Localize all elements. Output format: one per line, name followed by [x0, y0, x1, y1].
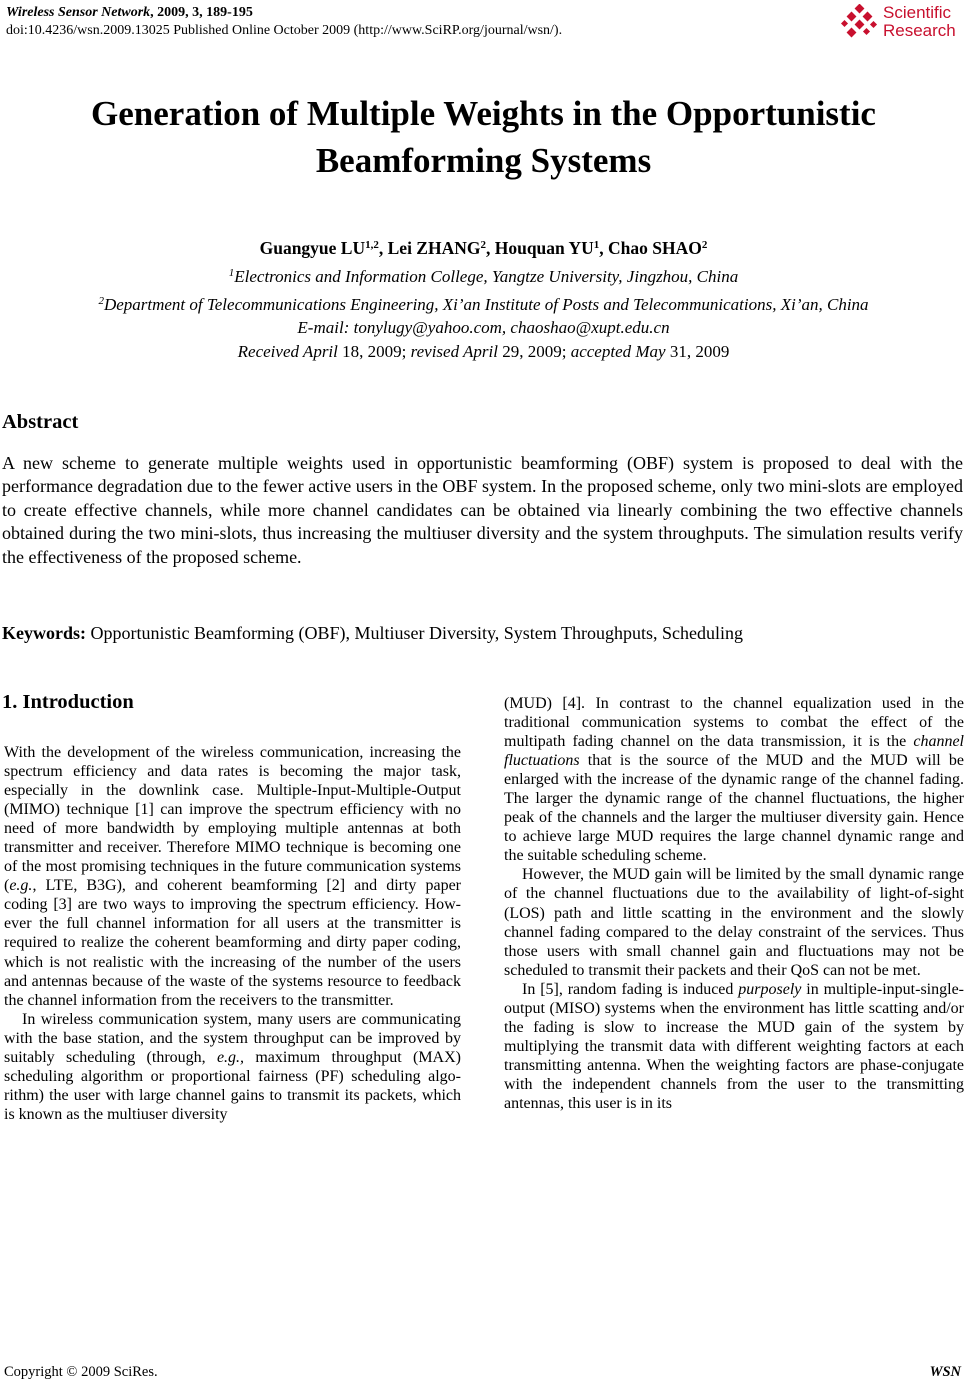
author-4-sup: 2	[701, 239, 708, 251]
footer-journal-abbr: WSN	[929, 1364, 961, 1380]
intro-paragraph-4: However, the MUD gain will be limited by the small dynamic range of the channel fluctuations due to the availability of light-of-sight (LOS) path and little scatting in the environment and the slowly channel fading compared to the delay constraint of the services. Thus those users with small channel gain and fluctuations may not be scheduled to transmit their packets and their QoS can not be met.	[504, 866, 964, 979]
author-2-sup: 2	[480, 239, 486, 251]
author-1-sup: 1,2	[365, 239, 379, 251]
keywords	[2, 622, 963, 645]
intro-p2-rest: maximum throughput (MAX) scheduling algorithm or proportional fairness (PF) scheduling algorithm) the user with large channel gains to transmit its packets, which is known as the multiuser diversity	[4, 1048, 461, 1123]
intro-p1-text: With the development of the wireless communication, increasing the spectrum efficiency and data rates is becoming the major task, especially in the downlink case. Multiple-Input-Multiple-Output (MIMO) technique [1] can improve the spectrum efficiency with no need of more bandwidth by employing multiple antennas at both transmitter and receiver. Therefore MIMO technique is becoming one of the most promising techniques in the future communication systems (	[4, 744, 461, 895]
intro-p3-em: channel fluctuations	[504, 733, 964, 770]
title-line-1: Generation of Multiple Weights in the Opportunistic	[91, 94, 876, 133]
intro-paragraph-1	[4, 743, 461, 1010]
author-1: Guangyue LU	[259, 238, 366, 258]
affiliation-2-sup: 2	[98, 295, 104, 307]
intro-p5-em: purposely	[738, 980, 802, 998]
intro-p2-text: In wireless communication system, many users are communicating with the base station, and the system throughput can be improved by suitably scheduling (through,	[4, 1010, 461, 1066]
introduction-heading: 1. Introduction	[2, 691, 134, 713]
intro-paragraph-5	[504, 980, 964, 1113]
right-column	[504, 694, 964, 1113]
logo-text-line1: Scientific	[883, 3, 952, 22]
author-2: , Lei ZHANG	[378, 238, 481, 258]
affiliation-1-text: Electronics and Information College, Yangtze University, Jingzhou, China	[234, 267, 739, 286]
affiliation-2	[0, 294, 967, 316]
intro-p3-text: (MUD) [4]. In contrast to the channel equalization used in the traditional communication systems to combat the effect of the multipath fading channel on the data transmission, it is the	[504, 695, 964, 751]
left-column	[4, 743, 461, 1124]
intro-p5-rest: in multiple-input-single-output (MISO) systems when the environment has little scatting and/or the fading is slow to increase the MUD gain of the system by multiplying the transmit data with different weighting factors at each transmitting antenna. When the weighting factors are phase-conjugate with the independent channels from the user to the transmitting antennas, this user is in its	[504, 980, 964, 1112]
abstract-heading: Abstract	[2, 411, 79, 433]
journal-volume: , 2009, 3, 189-195	[150, 5, 253, 20]
publisher-logo	[841, 2, 963, 44]
revised-label: revised April	[410, 342, 498, 361]
received-date: 18, 2009;	[337, 342, 411, 361]
abstract-text: A new scheme to generate multiple weights used in opportunistic beamforming (OBF) system is proposed to deal with the performance degradation due to the fewer active users in the OBF system. In the proposed scheme, only two mini-slots are employed to create effective channels, while more channel candidates can be obtained via linearly combining the two effective channels obtained during the two mini-slots, thus increasing the multiuser diversity and the system throughputs. The simulation results verify the effectiveness of the proposed scheme.	[2, 453, 963, 567]
title-line-2: Beamforming Systems	[315, 141, 652, 180]
email-addresses: : tonylugy@yahoo.com, chaoshao@xupt.edu.cn	[343, 318, 670, 337]
logo-mark-icon	[841, 4, 879, 42]
email-label: E-mail	[297, 318, 344, 337]
author-4: , Chao SHAO	[599, 238, 702, 258]
intro-paragraph-2	[4, 1010, 461, 1124]
email-line	[0, 317, 967, 339]
intro-p1-eg: e.g.	[9, 877, 33, 895]
intro-p5-text: In [5], random fading is induced	[522, 980, 739, 998]
received-label: Received April	[237, 342, 338, 361]
footer-copyright: Copyright © 2009 SciRes.	[4, 1364, 158, 1380]
revised-date: 29, 2009;	[497, 342, 571, 361]
affiliation-1-sup: 1	[228, 267, 235, 279]
affiliation-1	[0, 266, 967, 288]
intro-p1-rest: , LTE, B3G), and coherent beamforming [2] and dirty paper coding [3] are two ways to improving the spectrum efficiency. However the full channel information for all users at the transmitter is required to realize the coherent beamforming and dirty paper coding, which is not realistic with the increasing of the number of the users and antennas because of the waste of the systems resource to feedback the channel information from the receivers to the transmitter.	[4, 877, 461, 1009]
author-3-sup: 1	[593, 239, 600, 251]
intro-p2-eg: e.g.,	[216, 1048, 245, 1066]
journal-citation	[6, 4, 253, 21]
author-3: , Houquan YU	[485, 238, 594, 258]
intro-paragraph-3	[504, 694, 964, 865]
intro-p3-rest: that is the source of the MUD and the MUD will be enlarged with the increase of the dynamic range of the channel fading. The larger the dynamic range of the channel fluctuations, the higher peak of the channels and the larger the multiuser diversity gain. Hence to achieve large MUD requires the large channel dynamic range and the suitable scheduling scheme.	[504, 752, 964, 865]
accepted-date: 31, 2009	[665, 342, 730, 361]
affiliation-2-text: Department of Telecommunications Engineering, Xi’an Institute of Posts and Telecommunications, Xi’an, China	[103, 295, 869, 314]
accepted-label: accepted May	[570, 342, 666, 361]
doi-line: doi:10.4236/wsn.2009.13025 Published Online October 2009 (http://www.SciRP.org/journal/wsn/).	[6, 23, 563, 38]
journal-name: Wireless Sensor Network	[6, 5, 151, 20]
keywords-label: Keywords:	[2, 623, 86, 643]
received-dates	[0, 341, 967, 363]
author-list	[0, 236, 967, 260]
logo-text-line2: Research	[883, 21, 956, 40]
keywords-text: Opportunistic Beamforming (OBF), Multiuser Diversity, System Throughputs, Scheduling	[86, 623, 743, 643]
paper-title	[20, 90, 947, 184]
